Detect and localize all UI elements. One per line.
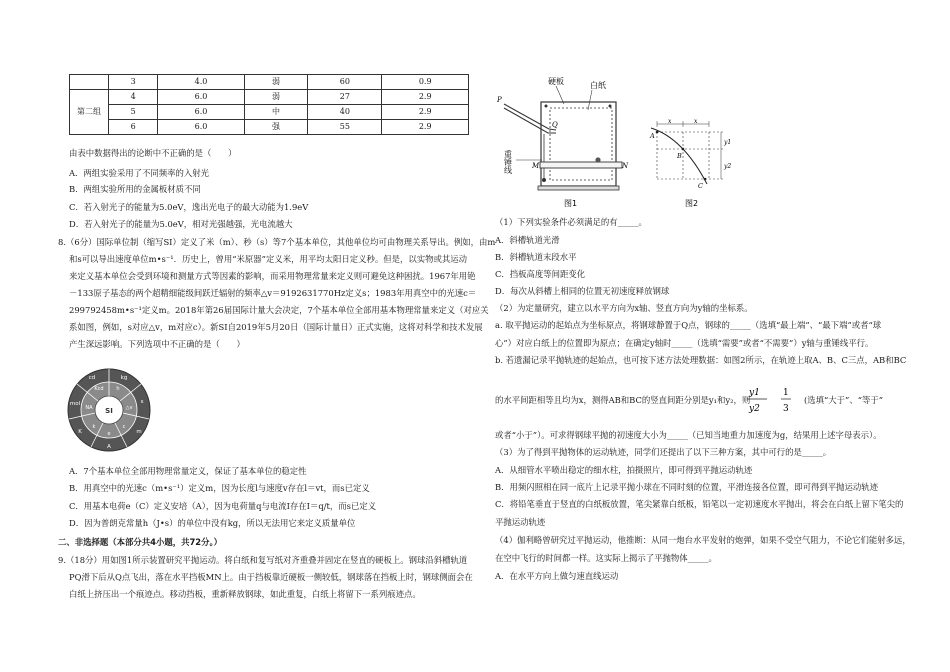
- q8-line-4: －133原子基态的两个超精细能级间跃迁辐射的频率△v＝9192631770Hz定义s；1983年用真空中的光速c＝: [69, 288, 477, 298]
- si-unit-kg: kg: [120, 375, 128, 381]
- q9-sub-2b-text: 的水平间距相等且均为x，测得AB和BC的竖直间距分别是y₁和y₂，则: [495, 395, 751, 405]
- q9-sub-2b-line-1: b. 若遗漏记录平抛轨迹的起始点，也可按下述方法处理数据：如图2所示，在轨迹上取A、B、C三点，AB和BC: [495, 355, 907, 365]
- table-cell: 55: [308, 120, 382, 135]
- label-plumb-line: 重锤线: [503, 150, 513, 174]
- hard-board: [541, 102, 616, 186]
- table-cell: 第二组: [70, 90, 109, 135]
- q9-sub-3-option-c-line-2: 平抛运动轨迹: [495, 517, 546, 527]
- label-p: P: [497, 96, 502, 104]
- plumb-weight: [542, 178, 546, 182]
- label-c: C: [698, 182, 703, 190]
- si-const-na: NA: [85, 405, 93, 411]
- table-cell: [70, 75, 109, 90]
- q9-sub-3: （3）为了得到平抛物体的运动轨迹，同学们还提出了以下三种方案，其中可行的是_____。: [495, 447, 832, 457]
- fraction-expression: [745, 383, 805, 415]
- label-hard-board: 硬板: [548, 77, 564, 86]
- label-b: B: [677, 152, 682, 160]
- si-center-label: SI: [105, 407, 113, 415]
- si-const-k: k: [92, 424, 96, 430]
- table-cell: 60: [308, 75, 382, 90]
- section-heading: 二、非选择题（本部分共4小题，共72分。）: [58, 537, 223, 547]
- q8-line-5: 299792458m•s⁻¹定义m。2018年第26届国际计量大会决定，7个基本单位全部用基本物理常量来定义（对应关: [69, 305, 489, 315]
- table-row: [70, 75, 469, 90]
- table-cell: 6: [109, 120, 158, 135]
- table-row: [70, 105, 469, 120]
- data-table: [69, 74, 469, 135]
- q8-option-c: C．用基本电荷e（C）定义安培（A），因为电荷量q与电流I存在I＝q/t，而s已定义: [69, 501, 377, 511]
- point-a: [656, 131, 659, 134]
- q8-option-d: D．因为普朗克常量h（J•s）的单位中没有kg，所以无法用它来定义质量单位: [69, 518, 356, 528]
- q9-sub-4-option-a: A．在水平方向上做匀速直线运动: [495, 571, 619, 581]
- label-a: A: [650, 132, 655, 140]
- q7-option-b: B．两组实验所用的金属板材质不同: [69, 184, 201, 194]
- table-cell: 弱: [244, 90, 307, 105]
- table-cell: 0.9: [382, 75, 469, 90]
- table-cell: 2.9: [382, 105, 469, 120]
- fraction-numerator: y1: [749, 388, 760, 398]
- figure-1-apparatus: [494, 74, 634, 210]
- q9-sub-1-option-c: C．挡板高度等间距变化: [495, 269, 586, 279]
- q9-sub-2: （2）为定量研究，建立以水平方向为x轴、竖直方向为y轴的坐标系。: [495, 303, 753, 313]
- q9-line-3: 白纸上挤压出一个痕迹点。移动挡板，重新释放钢球，如此重复，白纸上将留下一系列痕迹点。: [69, 589, 421, 599]
- q9-sub-2a-line-1: a. 取平抛运动的起始点为坐标原点，将钢球静置于Q点，钢球的_____（选填“最上端”、“最下端”或者“球: [495, 320, 882, 330]
- figure-2-trajectory: [645, 116, 745, 210]
- label-q: Q: [552, 121, 558, 129]
- q9-sub-4-line-2: 在空中飞行的时间都一样。这实际上揭示了平抛物体_____。: [495, 553, 717, 563]
- baffle-mn: [540, 162, 622, 168]
- steel-ball: [595, 157, 600, 162]
- q8-line-6: 系如图，例如，s对应△v，m对应c）。新SI自2019年5月20日（国际计量日）正式实施，这将对科学和技术发展: [69, 322, 483, 332]
- chute-pq: [504, 104, 556, 130]
- q7-option-a: A．两组实验采用了不同频率的入射光: [69, 168, 210, 178]
- chute-pq-lower: [504, 108, 556, 133]
- label-y2: y2: [724, 163, 732, 170]
- table-cell: 5: [109, 105, 158, 120]
- q9-sub-2b-choice: (选填“大于”、“等于”: [804, 395, 884, 405]
- fraction-2-numerator: 1: [783, 388, 789, 398]
- q9-sub-1-option-d: D．每次从斜槽上相同的位置无初速度释放钢球: [495, 286, 670, 296]
- q8-line-2: 和s可以导出速度单位m•s⁻¹．历史上，曾用“米原器”定义米，用平均太阳日定义秒。但是，以实物或其运动: [69, 254, 467, 264]
- label-white-paper: 白纸: [590, 81, 606, 90]
- si-unit-m: m: [136, 429, 142, 435]
- figure-1-caption: 图1: [564, 199, 578, 208]
- table-cell: 6.0: [158, 120, 245, 135]
- q9-sub-2b-line-2: [495, 395, 750, 406]
- point-c: [704, 178, 707, 181]
- point-b: [682, 148, 685, 151]
- base-plate: [538, 186, 619, 190]
- q8-option-a: A．7个基本单位全部用物理常量定义，保证了基本单位的稳定性: [69, 466, 307, 476]
- label-n: N: [622, 162, 629, 170]
- table-cell: 2.9: [382, 90, 469, 105]
- si-const-kcd: Kcd: [94, 386, 104, 392]
- table-cell: 强: [244, 120, 307, 135]
- q8-option-b: B．用真空中的光速c（m•s⁻¹）定义m，因为长度l与速度v存在l＝vt，而s已定义: [69, 483, 370, 493]
- figure-2-caption: 图2: [685, 199, 699, 208]
- si-unit-cd: cd: [88, 375, 96, 381]
- q9-sub-3-option-c-line-1: C．将铅笔垂直于竖直的白纸板放置，笔尖紧靠白纸板，铅笔以一定初速度水平抛出，将会在白纸上留下笔尖的: [495, 499, 904, 509]
- si-unit-s: s: [140, 399, 144, 405]
- q7-option-c: C．若入射光子的能量为5.0eV，逸出光电子的最大动能为1.9eV: [69, 202, 309, 212]
- pointer-board: [556, 86, 564, 104]
- table-cell: 4.0: [158, 75, 245, 90]
- table-cell: 中: [244, 105, 307, 120]
- table-cell: 6.0: [158, 105, 245, 120]
- screw-icon: [609, 105, 612, 108]
- fraction-2-denominator: 3: [783, 404, 789, 414]
- si-units-diagram: [66, 367, 152, 453]
- dashed-grid: [657, 132, 725, 179]
- q9-sub-2a-line-2: 心”）对应白纸上的位置即为原点；在确定y轴时_____（选填“需要”或者“不需要”）y轴与重锤线平行。: [495, 338, 874, 348]
- si-unit-a: A: [107, 444, 111, 450]
- si-const-c: c: [122, 424, 126, 430]
- white-paper: [550, 108, 612, 180]
- si-unit-k: K: [78, 429, 82, 435]
- table-cell: 4: [109, 90, 158, 105]
- label-x1: x: [668, 118, 672, 125]
- fraction-denominator: y2: [749, 404, 760, 414]
- label-x2: x: [694, 118, 698, 125]
- table-row: [70, 120, 469, 135]
- table-cell: 3: [109, 75, 158, 90]
- si-unit-mol: mol: [69, 401, 81, 407]
- table-cell: 6.0: [158, 90, 245, 105]
- q8-line-7: 产生深远影响。下列选项中不正确的是（ ）: [69, 339, 245, 349]
- q9-sub-2b-line-3: 或者“小于”）。可求得钢球平抛的初速度大小为_____（已知当地重力加速度为g，结果用上述字母表示）。: [495, 430, 882, 440]
- table-cell: 27: [308, 90, 382, 105]
- q9-sub-3-option-b: B．用频闪照相在同一底片上记录平抛小球在不同时刻的位置，平滑连接各位置，即可得到平抛运动轨迹: [495, 482, 879, 492]
- q9-sub-4-line-1: （4）伽利略曾研究过平抛运动，他推断：从同一炮台水平发射的炮弹，如果不受空气阻力，不论它们能射多远，: [495, 535, 911, 545]
- label-m: M: [532, 162, 540, 170]
- label-y1: y1: [724, 139, 732, 146]
- q8-line-3: 来定义基本单位会受到环境和测量方式等因素的影响，而采用物理常量来定义则可避免这种困扰。1967年用铯: [69, 271, 476, 281]
- pointer-paper: [588, 90, 592, 110]
- screw-icon: [545, 105, 548, 108]
- q8-line-1: 8.（6分）国际单位制（缩写SI）定义了米（m）、秒（s）等7个基本单位，其他单位均可由物理关系导出。例如，由m: [58, 237, 496, 247]
- table-cell: 弱: [244, 75, 307, 90]
- si-const-e: e: [107, 431, 111, 437]
- si-const-dv: △v: [125, 405, 133, 411]
- q7-stem: 由表中数据得出的论断中不正确的是（ ）: [69, 148, 237, 158]
- q9-line-2: PQ滑下后从Q点飞出，落在水平挡板MN上。由于挡板靠近硬板一侧较低，钢球落在挡板上时，钢球侧面会在: [69, 572, 473, 582]
- table-row: [70, 90, 469, 105]
- table-cell: 40: [308, 105, 382, 120]
- q9-sub-3-option-a: A．从细管水平喷出稳定的细水柱，拍摄照片，即可得到平抛运动轨迹: [495, 465, 753, 475]
- q9-line-1: 9.（18分）用如图1所示装置研究平抛运动。将白纸和复写纸对齐重叠并固定在竖直的硬板上。钢球沿斜槽轨道: [58, 555, 468, 565]
- table-cell: 2.9: [382, 120, 469, 135]
- si-const-h: h: [116, 386, 120, 392]
- q9-sub-1: （1）下列实验条件必须满足的有_____。: [495, 217, 647, 227]
- q9-sub-1-option-a: A．斜槽轨道光滑: [495, 235, 560, 245]
- q9-sub-1-option-b: B．斜槽轨道末段水平: [495, 252, 577, 262]
- q7-option-d: D．若入射光子的能量为5.0eV，相对光强越强，光电流越大: [69, 219, 293, 229]
